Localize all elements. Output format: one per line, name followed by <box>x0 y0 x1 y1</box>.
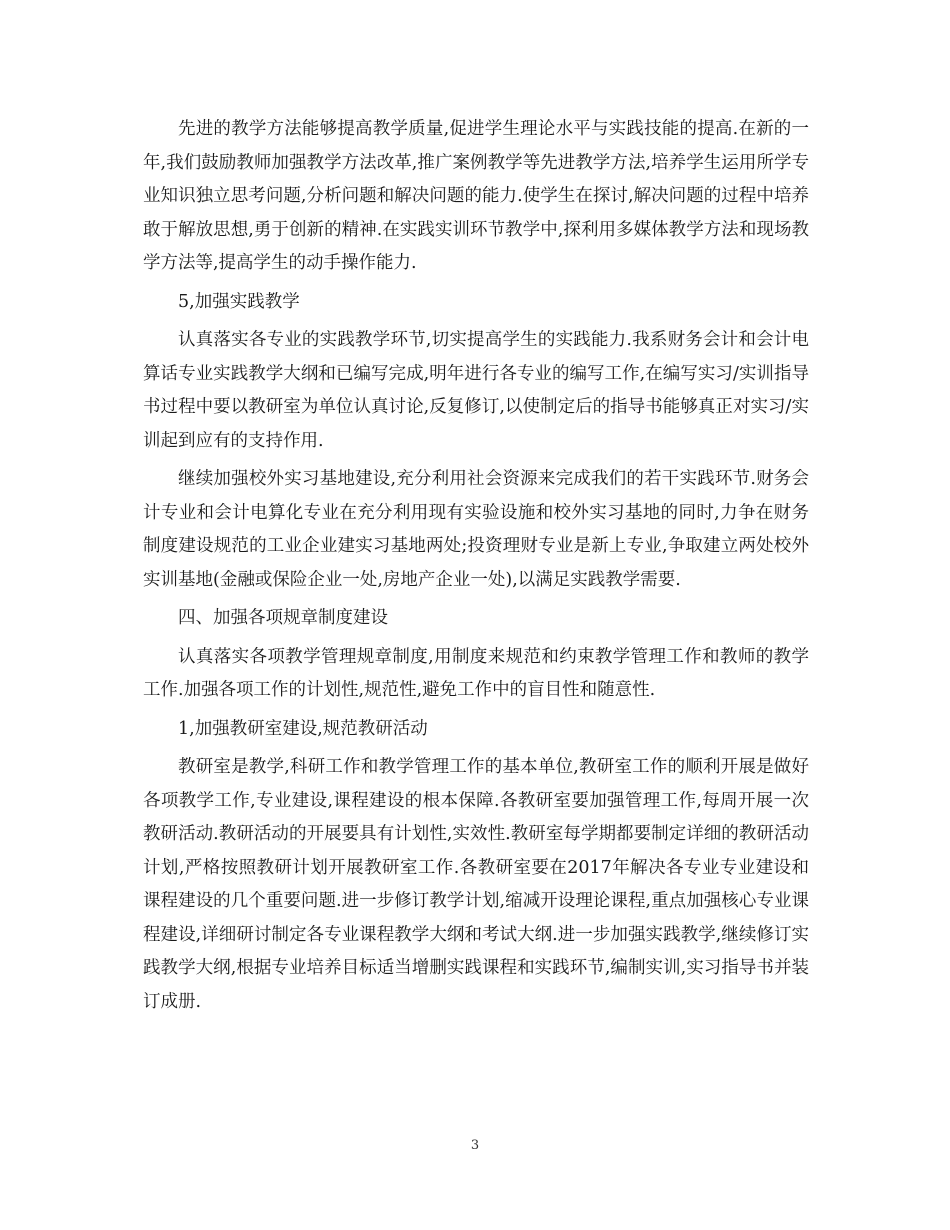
paragraph-regulations: 认真落实各项教学管理规章制度,用制度来规范和约束教学管理工作和教师的教学工作.加强各项工作的计划性,规范性,避免工作中的盲目性和随意性. <box>143 646 809 700</box>
heading-practice-teaching: 5,加强实践教学 <box>178 291 300 312</box>
paragraph-practice-implementation: 认真落实各专业的实践教学环节,切实提高学生的实践能力.我系财务会计和会计电算话专业实践教学大纲和已编写完成,明年进行各专业的编写工作,在编写实习/实训指导书过程中要以教研室为单位认真讨论,反复修订,以使制定后的指导书能够真正对实习/实训起到应有的支持作用. <box>143 330 809 451</box>
page-number: 3 <box>470 1138 480 1153</box>
heading-teaching-research-office: 1,加强教研室建设,规范教研活动 <box>178 718 428 739</box>
paragraph-teaching-research-office: 教研室是教学,科研工作和教学管理工作的基本单位,教研室工作的顺利开展是做好各项教学工作,专业建设,课程建设的根本保障.各教研室要加强管理工作,每周开展一次教研活动.教研活动的开展要具有计划性,实效性.教研室每学期都要制定详细的教研活动计划,严格按照教研计划开展教研室工作.各教研室要在2017年解决各专业专业建设和课程建设的几个重要问题.进一步修订教学计划,缩减开设理论课程,重点加强核心专业课程建设,详细研讨制定各专业课程教学大纲和考试大纲.进一步加强实践教学,继续修订实践教学大纲,根据专业培养目标适当增删实践课程和实践环节,编制实训,实习指导书并装订成册. <box>143 757 809 1012</box>
paragraph-internship-bases: 继续加强校外实习基地建设,充分利用社会资源来完成我们的若干实践环节.财务会计专业和会计电算化专业在充分利用现有实验设施和校外实习基地的同时,力争在财务制度建设规范的工业企业建实习基地两处;投资理财专业是新上专业,争取建立两处校外实训基地(金融或保险企业一处,房地产企业一处),以满足实践教学需要. <box>143 469 809 590</box>
heading-regulations: 四、加强各项规章制度建设 <box>178 608 388 628</box>
paragraph-teaching-methods: 先进的教学方法能够提高教学质量,促进学生理论水平与实践技能的提高.在新的一年,我们鼓励教师加强教学方法改革,推广案例教学等先进教学方法,培养学生运用所学专业知识独立思考问题,分析问题和解决问题的能力.使学生在探讨,解决问题的过程中培养敢于解放思想,勇于创新的精神.在实践实训环节教学中,探利用多媒体教学方法和现场教学方法等,提高学生的动手操作能力. <box>143 119 809 273</box>
document-body <box>143 113 809 1024</box>
